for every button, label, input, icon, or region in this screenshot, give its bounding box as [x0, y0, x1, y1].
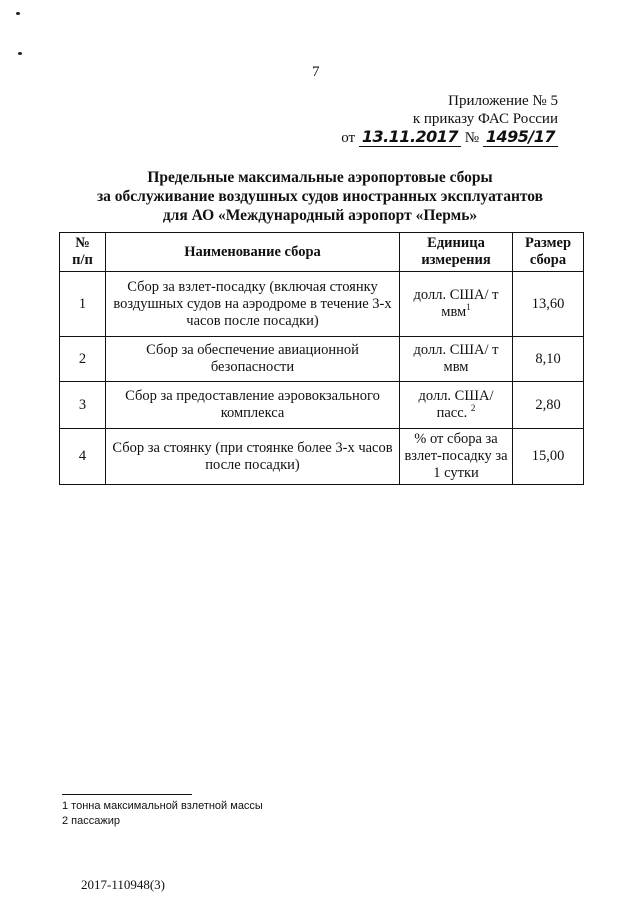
appendix-order-ref: к приказу ФАС России	[412, 111, 558, 127]
row-unit: долл. США/ т мвм$^1$	[400, 272, 513, 337]
row-fee-name: Сбор за предоставление аэровокзального комплекса	[106, 382, 400, 429]
scan-speck	[16, 12, 20, 15]
title-line-2: за обслуживание воздушных судов иностранных эксплуатантов	[96, 188, 544, 205]
header-fee-size: Размер сбора	[513, 233, 584, 272]
fees-table	[59, 232, 584, 485]
row-unit: % от сбора за взлет-посадку за 1 сутки	[400, 429, 513, 485]
row-number: 1	[60, 272, 106, 337]
scan-speck	[18, 52, 22, 55]
footnote-ref: 1	[466, 302, 471, 313]
header-fee-name: Наименование сбора	[106, 233, 400, 272]
footnote-1: 1 тонна максимальной взлетной массы	[62, 800, 263, 812]
row-fee-name: Сбор за обеспечение авиационной безопасности	[106, 337, 400, 382]
row-fee-size: 15,00	[513, 429, 584, 485]
document-id: 2017-110948(3)	[81, 877, 166, 892]
row-unit: долл. США/ пасс. $^2$	[400, 382, 513, 429]
row-fee-name: Сбор за стоянку (при стоянке более 3-х часов после посадки)	[106, 429, 400, 485]
order-date-handwritten: 13.11.2017	[359, 127, 461, 147]
row-number: 3	[60, 382, 106, 429]
header-number: № п/п	[60, 233, 106, 272]
row-number: 4	[60, 429, 106, 485]
document-title	[60, 168, 580, 225]
row-fee-size: 2,80	[513, 382, 584, 429]
title-line-3: для АО «Международный аэропорт «Пермь»	[162, 207, 478, 224]
footnotes	[62, 799, 263, 829]
header-unit: Единица измерения	[400, 233, 513, 272]
appendix-order-date-number	[298, 128, 558, 147]
footnote-2: 2 пассажир	[62, 815, 120, 827]
appendix-header	[298, 92, 558, 147]
table-header-row	[60, 233, 584, 272]
title-line-1: Предельные максимальные аэропортовые сборы	[147, 169, 493, 186]
row-fee-size: 13,60	[513, 272, 584, 337]
footnote-divider	[62, 794, 192, 795]
row-fee-name: Сбор за взлет-посадку (включая стоянку воздушных судов на аэродроме в течение 3-х часов после посадки)	[106, 272, 400, 337]
table-row	[60, 272, 584, 337]
row-unit: долл. США/ т мвм	[400, 337, 513, 382]
table-row	[60, 429, 584, 485]
footnote-ref: 2	[470, 403, 476, 414]
row-number: 2	[60, 337, 106, 382]
table-row	[60, 337, 584, 382]
order-number-handwritten: 1495/17	[483, 127, 558, 147]
table-row	[60, 382, 584, 429]
appendix-title: Приложение № 5	[448, 93, 558, 109]
page-number: 7	[312, 64, 320, 80]
order-number-prefix: №	[464, 130, 480, 146]
order-from-prefix: от	[341, 130, 356, 146]
row-fee-size: 8,10	[513, 337, 584, 382]
